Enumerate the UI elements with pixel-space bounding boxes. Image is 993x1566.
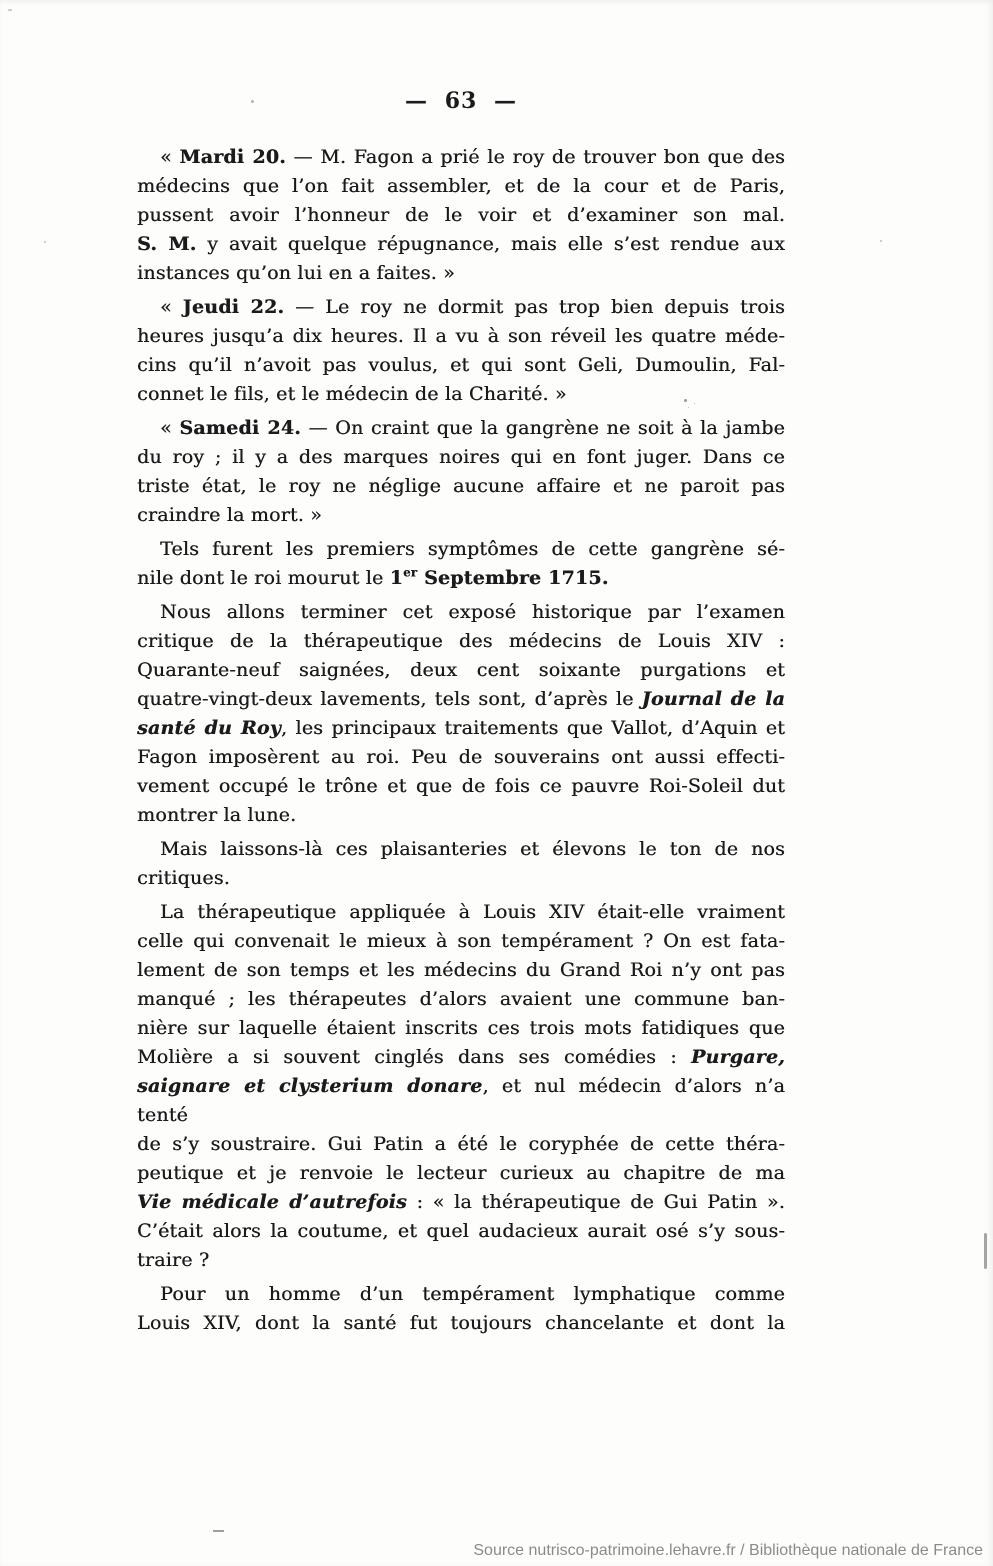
text-line: peutique et je renvoie le lecteur curieux au chapitre de ma <box>137 1162 785 1184</box>
text-line: médecins que l’on fait assembler, et de la cour et de Paris, <box>137 175 785 197</box>
paragraph <box>137 898 785 1275</box>
paragraph <box>137 835 785 893</box>
text-line: traire ? <box>137 1249 210 1271</box>
text-line: nile dont le roi mourut le 1er Septembre 1715. <box>137 565 609 589</box>
source-attribution: Source nutrisco-patrimoine.lehavre.fr / Bibliothèque nationale de France <box>473 1542 983 1559</box>
scan-artifact <box>984 1233 987 1269</box>
text-line: « Mardi 20. — M. Fagon a prié le roy de trouver bon que des <box>160 146 785 168</box>
text-line: Mais laissons-là ces plaisanteries et élevons le ton de nos <box>160 838 785 860</box>
text-line: triste état, le roy ne néglige aucune affaire et ne paroit pas <box>137 475 785 497</box>
text-line: La thérapeutique appliquée à Louis XIV était-elle vraiment <box>160 901 785 923</box>
paragraph <box>137 293 785 409</box>
paragraph <box>137 1280 785 1338</box>
text-line: Quarante-neuf saignées, deux cent soixante purgations et <box>137 659 785 681</box>
text-line: quatre-vingt-deux lavements, tels sont, d’après le Journal de la <box>137 688 785 710</box>
paragraph <box>137 535 785 593</box>
text-line: critique de la thérapeutique des médecins de Louis XIV : <box>137 630 785 652</box>
text-line: Nous allons terminer cet exposé historique par l’examen <box>160 601 785 623</box>
text-line: lement de son temps et les médecins du Grand Roi n’y ont pas <box>137 959 785 981</box>
text-line: pussent avoir l’honneur de le voir et d’examiner son mal. <box>137 204 785 226</box>
text-line: S. M. y avait quelque répugnance, mais elle s’est rendue aux <box>137 233 786 255</box>
text-line: manqué ; les thérapeutes d’alors avaient une commune ban- <box>137 988 785 1010</box>
text-line: cins qu’il n’avoit pas voulus, et qui sont Geli, Dumoulin, Fal- <box>137 354 785 376</box>
text-line: « Samedi 24. — On craint que la gangrène ne soit à la jambe <box>160 417 785 439</box>
text-line: heures jusqu’a dix heures. Il a vu à son réveil les quatre méde- <box>137 325 785 347</box>
text-line: saignare et clysterium donare, et nul médecin d’alors n’a tenté <box>137 1075 786 1126</box>
text-line: craindre la mort. » <box>137 504 323 526</box>
text-line: du roy ; il y a des marques noires qui en font juger. Dans ce <box>137 446 785 468</box>
text-line: Fagon imposèrent au roi. Peu de souverains ont aussi effecti- <box>137 746 785 768</box>
text-line: nière sur laquelle étaient inscrits ces trois mots fatidiques que <box>137 1017 785 1039</box>
scan-artifact <box>8 9 12 11</box>
text-line: Tels furent les premiers symptômes de cette gangrène sé- <box>160 538 785 560</box>
text-block <box>137 143 785 1343</box>
text-line: critiques. <box>137 867 230 889</box>
scan-artifact <box>880 240 882 242</box>
text-line: vement occupé le trône et que de fois ce pauvre Roi-Soleil dut <box>137 775 785 797</box>
text-line: connet le fils, et le médecin de la Charité. » <box>137 383 567 405</box>
text-line: montrer la lune. <box>137 804 297 826</box>
paragraph <box>137 414 785 530</box>
scan-artifact <box>213 1530 224 1532</box>
text-line: Vie médicale d’autrefois : « la thérapeutique de Gui Patin ». <box>137 1191 785 1213</box>
text-line: de s’y soustraire. Gui Patin a été le coryphée de cette théra- <box>137 1133 785 1155</box>
text-line: C’était alors la coutume, et quel audacieux aurait osé s’y sous- <box>137 1220 785 1242</box>
text-line: Molière a si souvent cinglés dans ses comédies : Purgare, <box>137 1046 785 1068</box>
text-line: Pour un homme d’un tempérament lymphatique comme <box>160 1283 785 1305</box>
text-line: Louis XIV, dont la santé fut toujours chancelante et dont la <box>137 1312 785 1334</box>
scan-artifact <box>44 241 46 243</box>
text-line: santé du Roy, les principaux traitements que Vallot, d’Aquin et <box>137 717 785 739</box>
paragraph <box>137 598 785 830</box>
text-line: instances qu’on lui en a faites. » <box>137 262 455 284</box>
text-line: « Jeudi 22. — Le roy ne dormit pas trop bien depuis trois <box>160 296 785 318</box>
page-number: — 63 — <box>405 88 517 114</box>
paragraph <box>137 143 785 288</box>
text-line: celle qui convenait le mieux à son tempérament ? On est fata- <box>137 930 785 952</box>
